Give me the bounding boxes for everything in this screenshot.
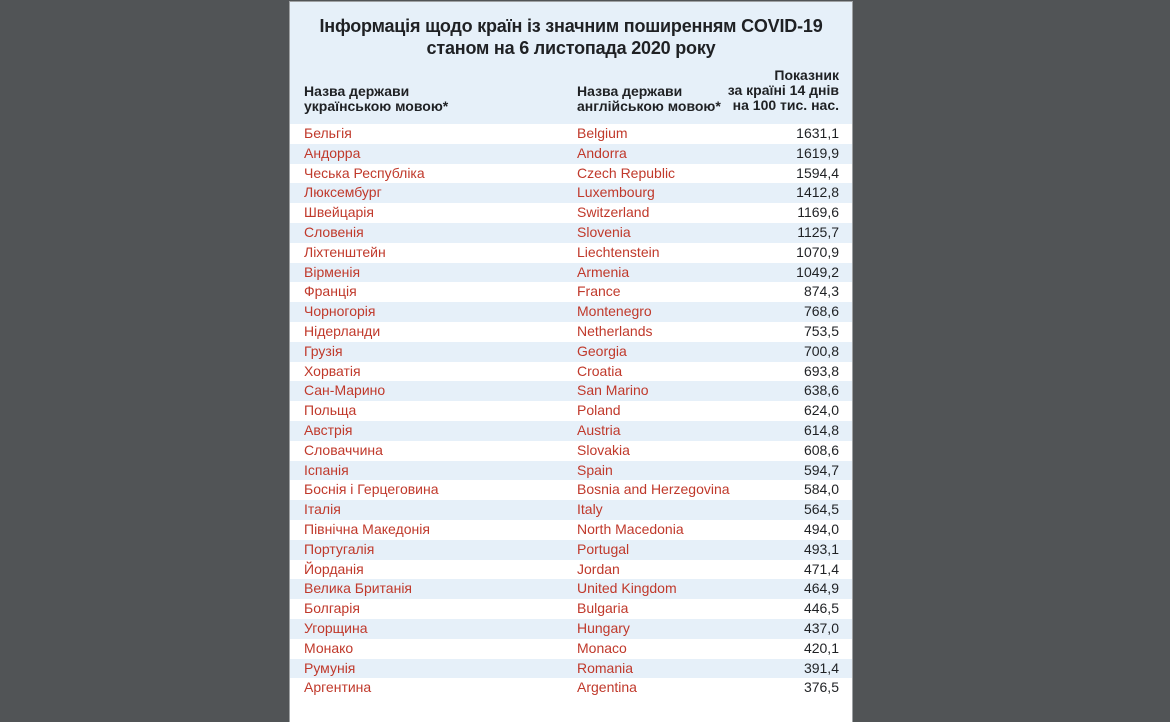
title-line-2: станом на 6 листопада 2020 року	[426, 38, 716, 58]
indicator-value: 638,6	[803, 382, 839, 399]
country-name-english: Austria	[577, 421, 621, 438]
header-val-line-1: Показник	[774, 67, 839, 83]
table-row	[290, 144, 852, 164]
country-name-english: Argentina	[577, 679, 637, 696]
indicator-value: 1631,1	[796, 125, 839, 141]
country-name-ukrainian: Болгарія	[304, 600, 360, 617]
table-row	[290, 223, 852, 243]
country-name-english: Bulgaria	[577, 600, 629, 617]
indicator-value: 1619,9	[796, 144, 839, 161]
country-name-english: Armenia	[577, 263, 630, 280]
document-title	[290, 15, 852, 59]
header-en-line-2: англійською мовою*	[577, 98, 721, 114]
country-name-ukrainian: Андорра	[304, 144, 361, 161]
indicator-value: 494,0	[803, 520, 839, 537]
country-name-english: Italy	[577, 501, 603, 518]
country-name-ukrainian: Словенія	[304, 223, 364, 240]
indicator-value: 1070,9	[796, 243, 839, 260]
table-row	[290, 421, 852, 441]
indicator-value: 376,5	[803, 679, 839, 696]
table-row	[290, 203, 852, 223]
country-name-english: Netherlands	[577, 322, 653, 339]
indicator-value: 1125,7	[797, 223, 839, 240]
header-country-ukrainian	[304, 84, 544, 114]
country-name-ukrainian: Ліхтенштейн	[304, 243, 386, 260]
table-row	[290, 540, 852, 560]
indicator-value: 464,9	[803, 580, 839, 597]
country-name-ukrainian: Швейцарія	[304, 204, 374, 221]
table-row	[290, 520, 852, 540]
country-name-ukrainian: Північна Македонія	[304, 520, 430, 537]
country-name-english: Luxembourg	[577, 184, 655, 201]
country-name-ukrainian: Сан-Марино	[304, 382, 386, 399]
country-name-ukrainian: Грузія	[304, 342, 343, 359]
indicator-value: 471,4	[803, 560, 839, 577]
country-name-ukrainian: Чеська Республіка	[304, 164, 425, 181]
country-name-english: Bosnia and Herzegovina	[577, 481, 730, 498]
country-name-ukrainian: Чорногорія	[304, 303, 376, 320]
indicator-value: 693,8	[803, 362, 839, 379]
table-row	[290, 183, 852, 203]
header-ua-line-2: українською мовою*	[304, 98, 449, 114]
header-en-line-1: Назва держави	[577, 83, 683, 99]
country-name-ukrainian: Польща	[304, 402, 357, 419]
country-name-ukrainian: Іспанія	[304, 461, 349, 478]
table-row	[290, 560, 852, 580]
indicator-value: 493,1	[803, 540, 839, 557]
country-name-ukrainian: Бельгія	[304, 125, 352, 141]
table-row	[290, 362, 852, 382]
indicator-value: 1412,8	[796, 184, 839, 201]
table-row	[290, 500, 852, 520]
country-name-ukrainian: Португалія	[304, 540, 375, 557]
country-name-english: Slovenia	[577, 223, 631, 240]
country-name-ukrainian: Румунія	[304, 659, 356, 676]
table-row	[290, 441, 852, 461]
country-name-english: Belgium	[577, 125, 628, 141]
indicator-value: 391,4	[803, 659, 839, 676]
title-line-1: Інформація щодо країн із значним поширенням COVID-19	[319, 16, 823, 36]
indicator-value: 437,0	[803, 619, 839, 636]
table-row	[290, 322, 852, 342]
indicator-value: 584,0	[803, 481, 839, 498]
country-name-ukrainian: Італія	[304, 501, 341, 518]
indicator-value: 594,7	[803, 461, 839, 478]
table-body	[290, 124, 852, 698]
table-row	[290, 579, 852, 599]
indicator-value: 608,6	[803, 441, 839, 458]
country-name-english: Spain	[577, 461, 613, 478]
country-name-english: Czech Republic	[577, 164, 676, 181]
indicator-value: 1594,4	[796, 164, 839, 181]
table-row	[290, 243, 852, 263]
country-name-ukrainian: Велика Британія	[304, 580, 413, 597]
country-name-english: San Marino	[577, 382, 649, 399]
table-row	[290, 164, 852, 184]
country-name-english: Hungary	[577, 619, 630, 636]
country-name-ukrainian: Франція	[304, 283, 357, 300]
table-row	[290, 282, 852, 302]
country-name-english: Slovakia	[577, 441, 630, 458]
table-row	[290, 678, 852, 698]
header-val-line-3: на 100 тис. нас.	[732, 97, 839, 113]
country-name-english: Switzerland	[577, 204, 650, 221]
country-name-english: North Macedonia	[577, 520, 684, 537]
table-row	[290, 342, 852, 362]
table-row	[290, 124, 852, 144]
indicator-value: 1049,2	[796, 263, 839, 280]
table-row	[290, 659, 852, 679]
country-name-english: Monaco	[577, 639, 627, 656]
indicator-value: 420,1	[803, 639, 839, 656]
header-val-line-2: за країні 14 днів	[727, 82, 839, 98]
country-name-english: Andorra	[577, 144, 627, 161]
country-name-english: Montenegro	[577, 303, 652, 320]
table-row	[290, 302, 852, 322]
country-name-english: Georgia	[577, 342, 627, 359]
indicator-value: 564,5	[803, 501, 839, 518]
country-name-english: United Kingdom	[577, 580, 677, 597]
indicator-value: 700,8	[803, 342, 839, 359]
table-row	[290, 461, 852, 481]
table-row	[290, 381, 852, 401]
country-name-ukrainian: Монако	[304, 639, 354, 656]
table-row	[290, 401, 852, 421]
indicator-value: 446,5	[803, 600, 839, 617]
country-name-ukrainian: Нідерланди	[304, 322, 381, 339]
table-row	[290, 639, 852, 659]
country-name-ukrainian: Аргентина	[304, 679, 372, 696]
table-row	[290, 480, 852, 500]
header-indicator	[639, 68, 839, 113]
header-ua-line-1: Назва держави	[304, 83, 410, 99]
country-name-english: Romania	[577, 659, 634, 676]
country-name-ukrainian: Хорватія	[304, 362, 361, 379]
country-name-ukrainian: Словаччина	[304, 441, 383, 458]
country-name-ukrainian: Угорщина	[304, 619, 368, 636]
country-name-english: Portugal	[577, 540, 630, 557]
country-name-ukrainian: Йорданія	[304, 560, 364, 577]
country-name-english: Liechtenstein	[577, 243, 660, 260]
indicator-value: 753,5	[803, 322, 839, 339]
indicator-value: 614,8	[803, 421, 839, 438]
indicator-value: 768,6	[803, 303, 839, 320]
indicator-value: 874,3	[803, 283, 839, 300]
country-name-ukrainian: Вірменія	[304, 263, 361, 280]
country-name-ukrainian: Австрія	[304, 421, 353, 438]
table-row	[290, 263, 852, 283]
country-name-english: Croatia	[577, 362, 623, 379]
country-name-english: Jordan	[577, 560, 620, 577]
country-name-english: France	[577, 283, 621, 300]
document-page	[290, 2, 852, 722]
country-name-english: Poland	[577, 402, 621, 419]
country-name-ukrainian: Люксембург	[304, 184, 382, 201]
indicator-value: 624,0	[803, 402, 839, 419]
table-row	[290, 599, 852, 619]
indicator-value: 1169,6	[797, 204, 839, 221]
table-row	[290, 619, 852, 639]
table-header	[290, 64, 852, 122]
country-name-ukrainian: Боснія і Герцеговина	[304, 481, 439, 498]
